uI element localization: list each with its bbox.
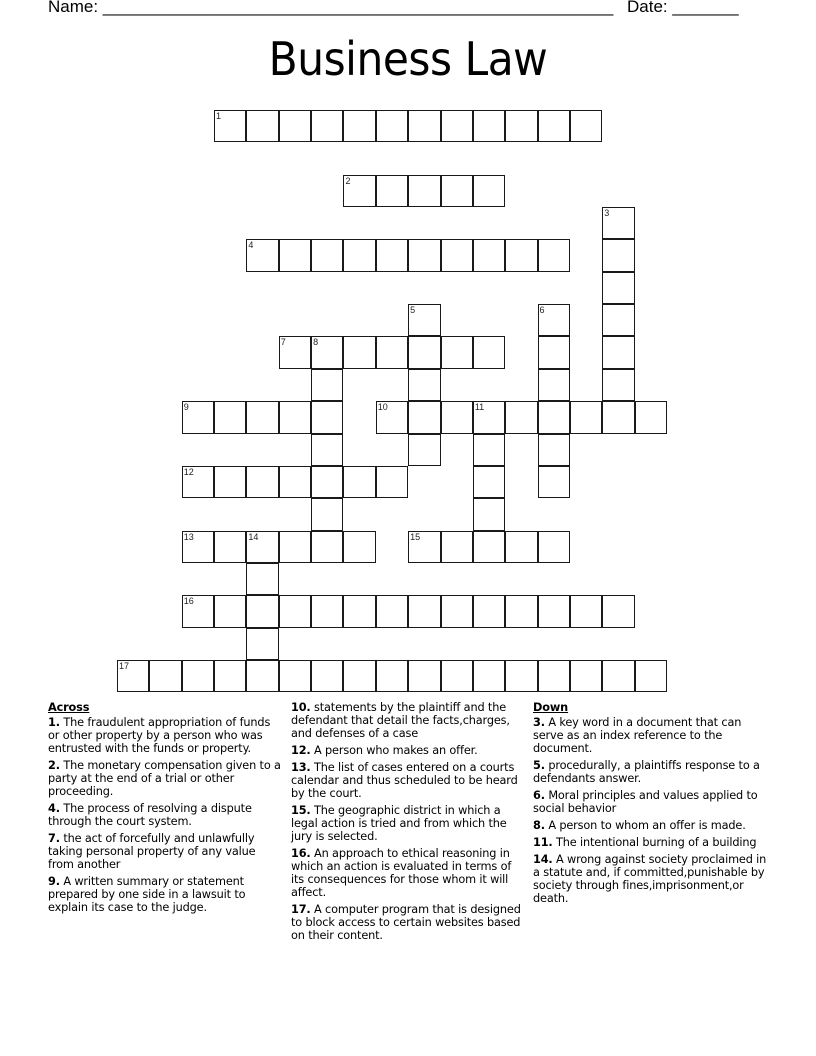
clue-text: A key word in a document that can serve as an index reference to the document.	[533, 716, 742, 755]
grid-cell[interactable]	[311, 336, 343, 368]
clue-across-10	[291, 701, 527, 740]
grid-cell[interactable]	[602, 239, 634, 271]
cell-number: 4	[248, 240, 254, 251]
cell-number: 14	[248, 531, 259, 542]
across-clues-column-1	[48, 701, 284, 918]
grid-cell[interactable]	[311, 401, 343, 433]
clue-text: Moral principles and values applied to social behavior	[533, 789, 758, 815]
grid-cell[interactable]	[117, 660, 149, 692]
cell-number: 3	[604, 208, 610, 219]
grid-cell[interactable]	[408, 660, 440, 692]
grid-cell[interactable]	[505, 531, 537, 563]
clue-number: 2.	[48, 759, 60, 772]
grid-cell[interactable]	[376, 336, 408, 368]
clue-number: 14.	[533, 853, 553, 866]
grid-cell[interactable]	[408, 401, 440, 433]
clue-across-9	[48, 875, 284, 914]
grid-cell[interactable]	[311, 369, 343, 401]
grid-cell[interactable]	[408, 175, 440, 207]
grid-cell[interactable]	[214, 660, 246, 692]
clue-number: 4.	[48, 802, 60, 815]
grid-cell[interactable]	[214, 595, 246, 627]
grid-cell[interactable]	[538, 466, 570, 498]
clue-number: 12.	[291, 744, 311, 757]
date-field[interactable]: Date: _______	[627, 0, 739, 16]
grid-cell[interactable]	[538, 434, 570, 466]
grid-cell[interactable]	[343, 595, 375, 627]
grid-cell[interactable]	[635, 660, 667, 692]
grid-cell[interactable]	[246, 239, 278, 271]
grid-cell[interactable]	[343, 239, 375, 271]
grid-cell[interactable]	[311, 531, 343, 563]
grid-cell[interactable]	[149, 660, 181, 692]
cell-number: 8	[313, 337, 319, 348]
grid-cell[interactable]	[246, 595, 278, 627]
grid-cell[interactable]	[408, 531, 440, 563]
grid-cell[interactable]	[473, 531, 505, 563]
clue-across-7	[48, 832, 284, 871]
clue-number: 5.	[533, 759, 545, 772]
grid-cell[interactable]	[214, 110, 246, 142]
clue-text: the act of forcefully and unlawfully taking personal property of any value from another	[48, 832, 256, 871]
cell-number: 2	[345, 175, 351, 186]
grid-cell[interactable]	[473, 466, 505, 498]
grid-cell[interactable]	[505, 660, 537, 692]
grid-cell[interactable]	[311, 498, 343, 530]
grid-cell[interactable]	[473, 660, 505, 692]
grid-cell[interactable]	[473, 595, 505, 627]
grid-cell[interactable]	[279, 239, 311, 271]
cell-number: 6	[539, 305, 545, 316]
clue-text: procedurally, a plaintiffs response to a defendants answer.	[533, 759, 760, 785]
grid-cell[interactable]	[311, 660, 343, 692]
grid-cell[interactable]	[279, 595, 311, 627]
grid-cell[interactable]	[505, 401, 537, 433]
clue-number: 8.	[533, 819, 545, 832]
grid-cell[interactable]	[635, 401, 667, 433]
grid-cell[interactable]	[343, 175, 375, 207]
grid-cell[interactable]	[343, 660, 375, 692]
grid-cell[interactable]	[408, 434, 440, 466]
clue-across-4	[48, 802, 284, 828]
grid-cell[interactable]	[441, 595, 473, 627]
clue-down-11	[533, 836, 773, 849]
grid-cell[interactable]	[279, 660, 311, 692]
grid-cell[interactable]	[279, 531, 311, 563]
clue-text: An approach to ethical reasoning in which an action is evaluated in terms of its consequences for those whom it will affect.	[291, 847, 512, 899]
clue-number: 17.	[291, 903, 311, 916]
grid-cell[interactable]	[441, 531, 473, 563]
cell-number: 5	[410, 305, 416, 316]
clue-down-5	[533, 759, 773, 785]
cell-number: 1	[216, 111, 222, 121]
grid-cell[interactable]	[376, 595, 408, 627]
across-clues-column-2	[291, 701, 527, 946]
clue-text: statements by the plaintiff and the defendant that detail the facts,charges, and defenses of a case	[291, 701, 510, 740]
grid-cell[interactable]	[214, 401, 246, 433]
cell-number: 16	[183, 596, 194, 607]
clue-number: 16.	[291, 847, 311, 860]
down-heading: Down	[533, 701, 569, 714]
grid-cell[interactable]	[538, 239, 570, 271]
grid-cell[interactable]	[182, 466, 214, 498]
grid-cell[interactable]	[311, 239, 343, 271]
grid-cell[interactable]	[473, 239, 505, 271]
grid-cell[interactable]	[311, 466, 343, 498]
grid-cell[interactable]	[473, 336, 505, 368]
grid-cell[interactable]	[441, 336, 473, 368]
grid-cell[interactable]	[538, 531, 570, 563]
clue-number: 11.	[533, 836, 553, 849]
grid-cell[interactable]	[441, 110, 473, 142]
clue-across-12	[291, 744, 527, 757]
grid-cell[interactable]	[538, 110, 570, 142]
grid-cell[interactable]	[602, 336, 634, 368]
grid-cell[interactable]	[246, 660, 278, 692]
grid-cell[interactable]	[343, 336, 375, 368]
across-heading: Across	[48, 701, 90, 714]
grid-cell[interactable]	[376, 660, 408, 692]
clue-text: A person who makes an offer.	[314, 744, 478, 757]
clue-across-1	[48, 716, 284, 755]
grid-cell[interactable]	[279, 110, 311, 142]
cell-number: 12	[183, 466, 194, 477]
cell-number: 10	[377, 402, 388, 413]
clue-number: 13.	[291, 761, 311, 774]
clue-number: 1.	[48, 716, 60, 729]
clue-across-16	[291, 847, 527, 899]
grid-cell[interactable]	[408, 595, 440, 627]
grid-cell[interactable]	[570, 110, 602, 142]
clue-text: A wrong against society proclaimed in a statute and, if committed,punishable by society through fines,imprisonment,or death.	[533, 853, 767, 905]
clue-number: 3.	[533, 716, 545, 729]
grid-cell[interactable]	[441, 660, 473, 692]
clue-text: The monetary compensation given to a party at the end of a trial or other proceeding.	[48, 759, 281, 798]
grid-cell[interactable]	[570, 660, 602, 692]
grid-cell[interactable]	[182, 660, 214, 692]
clue-text: The fraudulent appropriation of funds or other property by a person who was entrusted with the funds or property.	[48, 716, 271, 755]
grid-cell[interactable]	[441, 401, 473, 433]
grid-cell[interactable]	[376, 175, 408, 207]
grid-cell[interactable]	[376, 110, 408, 142]
grid-cell[interactable]	[182, 595, 214, 627]
clue-text: A computer program that is designed to block access to certain websites based on their content.	[291, 903, 521, 942]
clue-number: 10.	[291, 701, 311, 714]
grid-cell[interactable]	[538, 369, 570, 401]
grid-cell[interactable]	[246, 628, 278, 660]
grid-cell[interactable]	[473, 401, 505, 433]
clue-number: 9.	[48, 875, 60, 888]
cell-number: 11	[474, 402, 485, 413]
cell-number: 9	[183, 402, 189, 413]
grid-cell[interactable]	[538, 660, 570, 692]
clue-across-15	[291, 804, 527, 843]
grid-cell[interactable]	[311, 434, 343, 466]
grid-cell[interactable]	[408, 239, 440, 271]
grid-cell[interactable]	[376, 466, 408, 498]
grid-cell[interactable]	[505, 110, 537, 142]
clue-text: A written summary or statement prepared by one side in a lawsuit to explain its case to the judge.	[48, 875, 246, 914]
grid-cell[interactable]	[602, 401, 634, 433]
cell-number: 7	[280, 337, 286, 348]
clue-number: 7.	[48, 832, 60, 845]
grid-cell[interactable]	[182, 401, 214, 433]
grid-cell[interactable]	[376, 401, 408, 433]
grid-cell[interactable]	[343, 110, 375, 142]
page-title: Business Law	[268, 32, 548, 86]
grid-cell[interactable]	[441, 239, 473, 271]
grid-cell[interactable]	[602, 207, 634, 239]
grid-cell[interactable]	[408, 304, 440, 336]
clue-number: 6.	[533, 789, 545, 802]
grid-cell[interactable]	[570, 595, 602, 627]
grid-cell[interactable]	[602, 660, 634, 692]
clue-text: The geographic district in which a legal action is tried and from which the jury is selected.	[291, 804, 507, 843]
clue-number: 15.	[291, 804, 311, 817]
cell-number: 17	[119, 660, 130, 671]
grid-cell[interactable]	[473, 434, 505, 466]
grid-cell[interactable]	[602, 272, 634, 304]
name-field[interactable]: Name: ______________________________________________________	[48, 0, 614, 16]
grid-cell[interactable]	[246, 110, 278, 142]
grid-cell[interactable]	[182, 531, 214, 563]
grid-cell[interactable]	[343, 466, 375, 498]
grid-cell[interactable]	[246, 531, 278, 563]
grid-cell[interactable]	[538, 304, 570, 336]
grid-cell[interactable]	[311, 595, 343, 627]
grid-cell[interactable]	[343, 531, 375, 563]
clue-text: The process of resolving a dispute through the court system.	[48, 802, 252, 828]
grid-cell[interactable]	[311, 110, 343, 142]
grid-cell[interactable]	[279, 401, 311, 433]
grid-cell[interactable]	[602, 595, 634, 627]
clue-text: The list of cases entered on a courts calendar and thus scheduled to be heard by the court.	[291, 761, 518, 800]
grid-cell[interactable]	[602, 304, 634, 336]
grid-cell[interactable]	[505, 595, 537, 627]
grid-cell[interactable]	[538, 595, 570, 627]
grid-cell[interactable]	[602, 369, 634, 401]
grid-cell[interactable]	[570, 401, 602, 433]
grid-cell[interactable]	[408, 369, 440, 401]
grid-cell[interactable]	[214, 466, 246, 498]
cell-number: 15	[410, 531, 421, 542]
down-clues-column	[533, 701, 773, 909]
grid-cell[interactable]	[408, 336, 440, 368]
grid-cell[interactable]	[246, 466, 278, 498]
clue-down-3	[533, 716, 773, 755]
grid-cell[interactable]	[538, 401, 570, 433]
grid-cell[interactable]	[473, 498, 505, 530]
clue-down-8	[533, 819, 773, 832]
grid-cell[interactable]	[538, 336, 570, 368]
grid-cell[interactable]	[376, 239, 408, 271]
clue-down-6	[533, 789, 773, 815]
clue-down-14	[533, 853, 773, 905]
clue-across-17	[291, 903, 527, 942]
grid-cell[interactable]	[246, 563, 278, 595]
clue-text: The intentional burning of a building	[556, 836, 757, 849]
clue-across-13	[291, 761, 527, 800]
grid-cell[interactable]	[473, 110, 505, 142]
clue-text: A person to whom an offer is made.	[548, 819, 746, 832]
grid-cell[interactable]	[441, 175, 473, 207]
grid-cell[interactable]	[246, 401, 278, 433]
grid-cell[interactable]	[279, 466, 311, 498]
clue-across-2	[48, 759, 284, 798]
grid-cell[interactable]	[279, 336, 311, 368]
grid-cell[interactable]	[505, 239, 537, 271]
grid-cell[interactable]	[214, 531, 246, 563]
grid-cell[interactable]	[473, 175, 505, 207]
cell-number: 13	[183, 531, 194, 542]
grid-cell[interactable]	[408, 110, 440, 142]
